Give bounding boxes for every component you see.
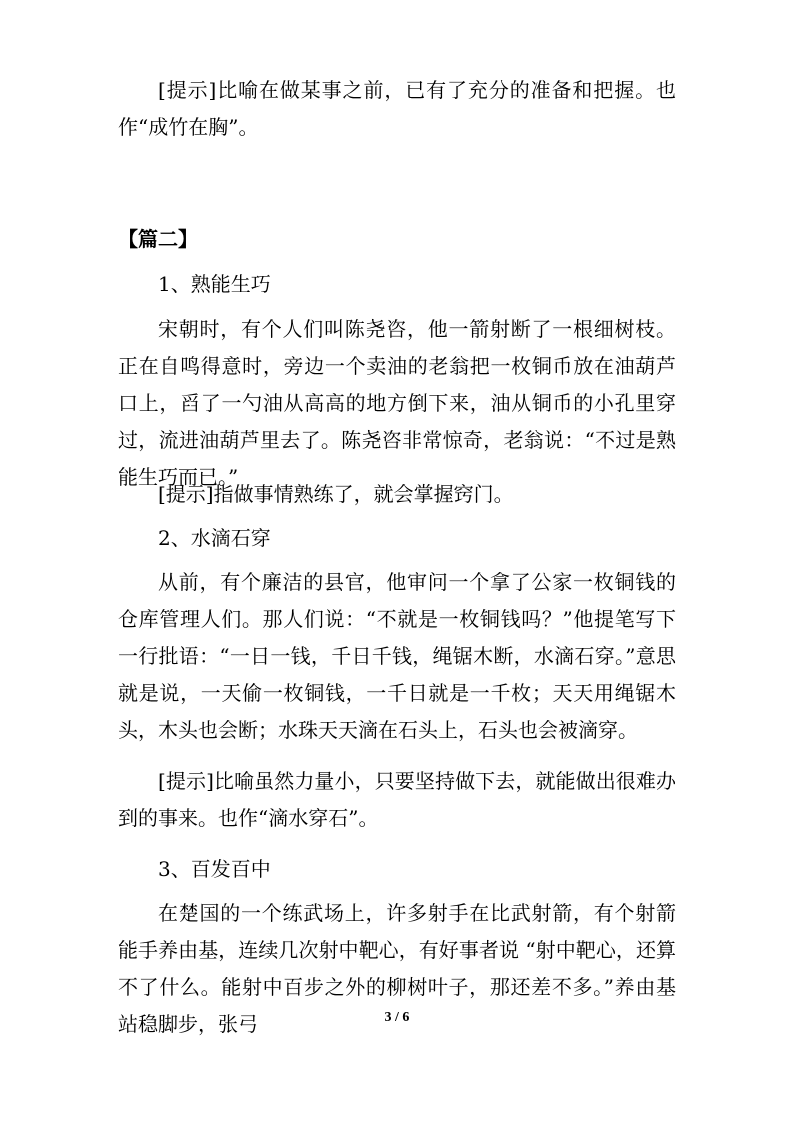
tip-paragraph-chengzhu: [提示]比喻在做某事之前，已有了充分的准备和把握。也作“成竹在胸”。: [118, 78, 676, 139]
idiom-title-1: 1、熟能生巧: [158, 272, 271, 296]
idiom-title-2: 2、水滴石穿: [158, 526, 271, 550]
story-paragraph-3: 在楚国的一个练武场上，许多射手在比武射箭，有个射箭能手养由基，连续几次射中靶心，有好事者说 “射中靶心，还算不了什么。能射中百步之外的柳树叶子，那还差不多。”养由基站稳脚步，张弓: [118, 901, 676, 1036]
tip-paragraph-1: [提示]指做事情熟练了，就会掌握窍门。: [158, 482, 514, 506]
page-number: 3 / 6: [384, 1010, 410, 1025]
tip-paragraph-2: [提示]比喻虽然力量小，只要坚持做下去，就能做出很难办到的事来。也作“滴水穿石”。: [118, 769, 676, 830]
section-heading: 【篇二】: [118, 227, 198, 251]
idiom-title-3: 3、百发百中: [158, 857, 271, 881]
story-paragraph-2: 从前，有个廉洁的县官，他审问一个拿了公家一枚铜钱的仓库管理人们。那人们说：“不就是一枚铜钱吗？”他提笔写下一行批语：“一日一钱，千日千钱，绳锯木断，水滴石穿。”意思就是说，一天偷一枚铜钱，一千日就是一千枚；天天用绳锯木头，木头也会断；水珠天天滴在石头上，石头也会被滴穿。: [118, 570, 676, 742]
story-paragraph-1: 宋朝时，有个人们叫陈尧咨，他一箭射断了一根细树枝。正在自鸣得意时，旁边一个卖油的老翁把一枚铜币放在油葫芦口上，舀了一勺油从高高的地方倒下来，油从铜币的小孔里穿过，流进油葫芦里去了。陈尧咨非常惊奇，老翁说：“不过是熟能生巧而已。”: [118, 317, 676, 489]
